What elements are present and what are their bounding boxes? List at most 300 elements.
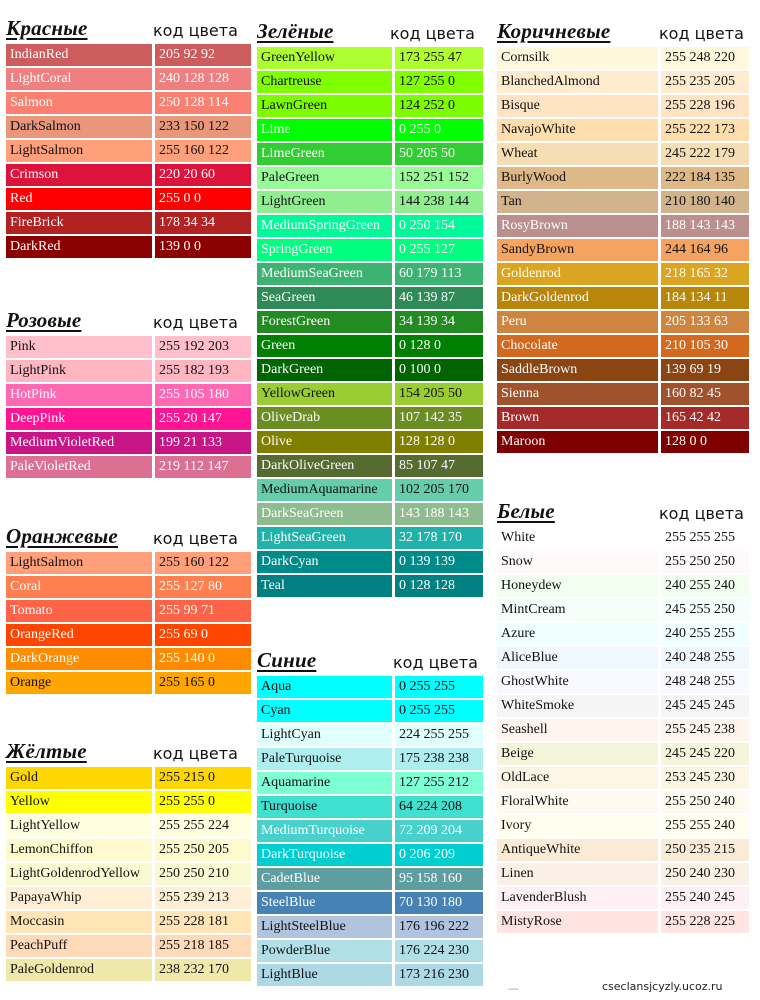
- color-name-swatch: PaleTurquoise: [257, 748, 395, 772]
- color-row: [497, 671, 749, 695]
- color-row: [6, 456, 251, 480]
- color-row: [6, 44, 251, 68]
- color-code-cell: 219 112 147: [155, 456, 251, 480]
- color-code-cell: 245 222 179: [661, 143, 749, 167]
- color-name-swatch: NavajoWhite: [497, 119, 661, 143]
- color-code-cell: 244 164 96: [661, 239, 749, 263]
- color-name-swatch: SteelBlue: [257, 892, 395, 916]
- color-row: [257, 71, 483, 95]
- color-name-swatch: AliceBlue: [497, 647, 661, 671]
- color-code-cell: 220 20 60: [155, 164, 251, 188]
- color-name-swatch: Azure: [497, 623, 661, 647]
- color-code-cell: 255 0 0: [155, 188, 251, 212]
- color-code-cell: 255 255 255: [661, 527, 749, 551]
- color-row: [257, 215, 483, 239]
- color-name-swatch: Cornsilk: [497, 47, 661, 71]
- color-code-cell: 255 235 205: [661, 71, 749, 95]
- color-code-cell: 199 21 133: [155, 432, 251, 456]
- color-row: [257, 676, 483, 700]
- color-row: [6, 600, 251, 624]
- group-header: [6, 737, 251, 767]
- color-row: [6, 116, 251, 140]
- color-row: [257, 772, 483, 796]
- color-name-swatch: MediumVioletRed: [6, 432, 155, 456]
- color-code-cell: 85 107 47: [395, 455, 483, 479]
- color-name-swatch: Bisque: [497, 95, 661, 119]
- color-row: [497, 911, 749, 935]
- color-name-swatch: ForestGreen: [257, 311, 395, 335]
- color-code-cell: 255 239 213: [155, 887, 251, 911]
- color-name-swatch: LawnGreen: [257, 95, 395, 119]
- color-code-cell: 0 139 139: [395, 551, 483, 575]
- color-code-cell: 0 255 255: [395, 700, 483, 724]
- color-code-cell: 50 205 50: [395, 143, 483, 167]
- color-code-cell: 0 128 128: [395, 575, 483, 599]
- color-row: [257, 95, 483, 119]
- color-name-swatch: Brown: [497, 407, 661, 431]
- color-row: [6, 815, 251, 839]
- color-name-swatch: SaddleBrown: [497, 359, 661, 383]
- color-code-cell: 184 134 11: [661, 287, 749, 311]
- color-code-cell: 205 133 63: [661, 311, 749, 335]
- color-code-cell: 0 250 154: [395, 215, 483, 239]
- color-name-swatch: Ivory: [497, 815, 661, 839]
- color-name-swatch: SeaGreen: [257, 287, 395, 311]
- color-name-swatch: Salmon: [6, 92, 155, 116]
- color-row: [257, 503, 483, 527]
- color-code-cell: 60 179 113: [395, 263, 483, 287]
- color-name-swatch: PapayaWhip: [6, 887, 155, 911]
- color-row: [6, 791, 251, 815]
- color-code-cell: 255 255 240: [661, 815, 749, 839]
- color-name-swatch: Snow: [497, 551, 661, 575]
- color-code-cell: 245 245 220: [661, 743, 749, 767]
- color-row: [6, 188, 251, 212]
- color-code-cell: 255 105 180: [155, 384, 251, 408]
- color-row: [497, 839, 749, 863]
- color-row: [497, 743, 749, 767]
- color-name-swatch: LightSalmon: [6, 140, 155, 164]
- color-name-swatch: MediumTurquoise: [257, 820, 395, 844]
- color-group-reds: [6, 14, 251, 260]
- color-name-swatch: OrangeRed: [6, 624, 155, 648]
- color-name-swatch: Moccasin: [6, 911, 155, 935]
- color-row: [257, 868, 483, 892]
- color-name-swatch: Beige: [497, 743, 661, 767]
- code-column-label: код цвета: [153, 744, 238, 763]
- color-row: [257, 287, 483, 311]
- color-code-cell: 255 250 205: [155, 839, 251, 863]
- color-code-cell: 124 252 0: [395, 95, 483, 119]
- color-code-cell: 255 165 0: [155, 672, 251, 696]
- color-code-cell: 255 160 122: [155, 140, 251, 164]
- color-name-swatch: Turquoise: [257, 796, 395, 820]
- color-row: [257, 143, 483, 167]
- color-code-cell: 233 150 122: [155, 116, 251, 140]
- color-name-swatch: Honeydew: [497, 575, 661, 599]
- color-row: [497, 623, 749, 647]
- color-name-swatch: BlanchedAlmond: [497, 71, 661, 95]
- color-code-cell: 255 192 203: [155, 336, 251, 360]
- color-group-whites: [497, 497, 749, 935]
- group-title: Красные: [6, 16, 88, 40]
- group-header: [6, 14, 251, 44]
- color-row: [6, 959, 251, 983]
- color-name-swatch: White: [497, 527, 661, 551]
- color-code-cell: 95 158 160: [395, 868, 483, 892]
- color-row: [6, 236, 251, 260]
- code-column-label: код цвета: [393, 653, 478, 672]
- color-group-greens: [257, 17, 483, 599]
- color-row: [257, 527, 483, 551]
- color-name-swatch: DarkGreen: [257, 359, 395, 383]
- color-code-cell: 0 206 209: [395, 844, 483, 868]
- color-name-swatch: OliveDrab: [257, 407, 395, 431]
- color-name-swatch: Chartreuse: [257, 71, 395, 95]
- color-code-cell: 248 248 255: [661, 671, 749, 695]
- color-row: [497, 719, 749, 743]
- color-code-cell: 144 238 144: [395, 191, 483, 215]
- color-name-swatch: LavenderBlush: [497, 887, 661, 911]
- color-row: [6, 935, 251, 959]
- group-title: Зелёные: [257, 19, 334, 43]
- group-title: Коричневые: [497, 19, 611, 43]
- color-row: [497, 407, 749, 431]
- color-row: [6, 408, 251, 432]
- color-name-swatch: Wheat: [497, 143, 661, 167]
- code-column-label: код цвета: [153, 21, 238, 40]
- color-name-swatch: Orange: [6, 672, 155, 696]
- color-row: [257, 359, 483, 383]
- group-header: [497, 497, 749, 527]
- color-row: [6, 552, 251, 576]
- color-name-swatch: GreenYellow: [257, 47, 395, 71]
- color-row: [497, 239, 749, 263]
- color-code-cell: 240 128 128: [155, 68, 251, 92]
- color-name-swatch: DarkTurquoise: [257, 844, 395, 868]
- color-row: [257, 964, 483, 988]
- color-row: [257, 239, 483, 263]
- group-header: [6, 306, 251, 336]
- code-column-label: код цвета: [659, 24, 744, 43]
- color-row: [497, 791, 749, 815]
- color-row: [497, 47, 749, 71]
- color-row: [6, 92, 251, 116]
- color-code-cell: 46 139 87: [395, 287, 483, 311]
- color-row: [6, 911, 251, 935]
- color-name-swatch: DarkOliveGreen: [257, 455, 395, 479]
- color-name-swatch: MintCream: [497, 599, 661, 623]
- color-name-swatch: PaleGreen: [257, 167, 395, 191]
- color-name-swatch: MediumAquamarine: [257, 479, 395, 503]
- color-row: [497, 383, 749, 407]
- color-code-cell: 188 143 143: [661, 215, 749, 239]
- color-code-cell: 178 34 34: [155, 212, 251, 236]
- color-name-swatch: LightYellow: [6, 815, 155, 839]
- color-row: [497, 887, 749, 911]
- color-name-swatch: Pink: [6, 336, 155, 360]
- color-row: [497, 815, 749, 839]
- color-row: [6, 672, 251, 696]
- color-code-cell: 154 205 50: [395, 383, 483, 407]
- color-name-swatch: DarkRed: [6, 236, 155, 260]
- color-name-swatch: Chocolate: [497, 335, 661, 359]
- color-row: [497, 599, 749, 623]
- color-code-cell: 107 142 35: [395, 407, 483, 431]
- color-code-cell: 250 250 210: [155, 863, 251, 887]
- color-name-swatch: LightBlue: [257, 964, 395, 988]
- color-row: [257, 479, 483, 503]
- color-row: [497, 143, 749, 167]
- color-name-swatch: CadetBlue: [257, 868, 395, 892]
- color-code-cell: 64 224 208: [395, 796, 483, 820]
- color-name-swatch: Maroon: [497, 431, 661, 455]
- color-name-swatch: Olive: [257, 431, 395, 455]
- color-row: [6, 384, 251, 408]
- color-code-cell: 0 100 0: [395, 359, 483, 383]
- color-row: [257, 892, 483, 916]
- color-row: [497, 71, 749, 95]
- color-row: [6, 432, 251, 456]
- color-code-cell: 255 250 240: [661, 791, 749, 815]
- color-name-swatch: MediumSeaGreen: [257, 263, 395, 287]
- color-code-cell: 255 69 0: [155, 624, 251, 648]
- color-name-swatch: Aqua: [257, 676, 395, 700]
- color-row: [497, 191, 749, 215]
- color-row: [497, 767, 749, 791]
- color-name-swatch: PowderBlue: [257, 940, 395, 964]
- color-group-pinks: [6, 306, 251, 480]
- color-name-swatch: GhostWhite: [497, 671, 661, 695]
- color-name-swatch: LightSeaGreen: [257, 527, 395, 551]
- color-name-swatch: DarkCyan: [257, 551, 395, 575]
- color-code-cell: 139 69 19: [661, 359, 749, 383]
- group-header: [6, 522, 251, 552]
- color-name-swatch: Coral: [6, 576, 155, 600]
- color-name-swatch: Tan: [497, 191, 661, 215]
- color-code-cell: 224 255 255: [395, 724, 483, 748]
- color-code-cell: 176 196 222: [395, 916, 483, 940]
- color-row: [6, 863, 251, 887]
- color-name-swatch: Sienna: [497, 383, 661, 407]
- color-code-cell: 255 127 80: [155, 576, 251, 600]
- color-code-cell: 0 255 127: [395, 239, 483, 263]
- color-row: [6, 212, 251, 236]
- color-code-cell: 160 82 45: [661, 383, 749, 407]
- color-row: [497, 95, 749, 119]
- color-row: [257, 119, 483, 143]
- color-name-swatch: LemonChiffon: [6, 839, 155, 863]
- color-code-cell: 255 250 250: [661, 551, 749, 575]
- color-name-swatch: FloralWhite: [497, 791, 661, 815]
- color-code-cell: 255 248 220: [661, 47, 749, 71]
- color-row: [6, 767, 251, 791]
- color-row: [6, 140, 251, 164]
- color-row: [497, 167, 749, 191]
- color-code-cell: 128 0 0: [661, 431, 749, 455]
- color-name-swatch: Aquamarine: [257, 772, 395, 796]
- color-name-swatch: LightCyan: [257, 724, 395, 748]
- color-row: [257, 940, 483, 964]
- code-column-label: код цвета: [390, 24, 475, 43]
- group-title: Жёлтые: [6, 739, 87, 763]
- color-name-swatch: HotPink: [6, 384, 155, 408]
- color-code-cell: 255 140 0: [155, 648, 251, 672]
- color-row: [497, 311, 749, 335]
- color-code-cell: 152 251 152: [395, 167, 483, 191]
- color-name-swatch: WhiteSmoke: [497, 695, 661, 719]
- color-row: [497, 575, 749, 599]
- color-row: [257, 844, 483, 868]
- color-code-cell: 222 184 135: [661, 167, 749, 191]
- color-name-swatch: FireBrick: [6, 212, 155, 236]
- color-row: [257, 455, 483, 479]
- group-title: Синие: [257, 648, 317, 672]
- color-name-swatch: Lime: [257, 119, 395, 143]
- color-code-cell: 218 165 32: [661, 263, 749, 287]
- color-code-cell: 0 128 0: [395, 335, 483, 359]
- color-name-swatch: DarkSeaGreen: [257, 503, 395, 527]
- color-row: [257, 335, 483, 359]
- color-name-swatch: Linen: [497, 863, 661, 887]
- color-row: [497, 551, 749, 575]
- color-name-swatch: BurlyWood: [497, 167, 661, 191]
- color-row: [257, 311, 483, 335]
- color-name-swatch: DarkSalmon: [6, 116, 155, 140]
- color-name-swatch: Teal: [257, 575, 395, 599]
- color-row: [6, 648, 251, 672]
- color-code-cell: 240 255 255: [661, 623, 749, 647]
- color-row: [257, 47, 483, 71]
- color-row: [257, 383, 483, 407]
- group-header: [257, 17, 483, 47]
- color-name-swatch: SpringGreen: [257, 239, 395, 263]
- color-code-cell: 255 218 185: [155, 935, 251, 959]
- color-row: [6, 164, 251, 188]
- color-name-swatch: LightGoldenrodYellow: [6, 863, 155, 887]
- color-row: [257, 191, 483, 215]
- color-code-cell: 250 128 114: [155, 92, 251, 116]
- color-group-oranges: [6, 522, 251, 696]
- color-name-swatch: LightGreen: [257, 191, 395, 215]
- code-column-label: код цвета: [153, 529, 238, 548]
- color-code-cell: 128 128 0: [395, 431, 483, 455]
- color-row: [497, 359, 749, 383]
- color-row: [6, 887, 251, 911]
- color-group-browns: [497, 17, 749, 455]
- color-row: [257, 263, 483, 287]
- color-name-swatch: Goldenrod: [497, 263, 661, 287]
- code-column-label: код цвета: [659, 504, 744, 523]
- color-code-cell: 175 238 238: [395, 748, 483, 772]
- color-row: [257, 700, 483, 724]
- color-code-cell: 253 245 230: [661, 767, 749, 791]
- color-code-cell: 127 255 212: [395, 772, 483, 796]
- color-code-cell: 210 180 140: [661, 191, 749, 215]
- color-code-cell: 240 255 240: [661, 575, 749, 599]
- color-code-cell: 255 222 173: [661, 119, 749, 143]
- color-name-swatch: Crimson: [6, 164, 155, 188]
- color-code-cell: 139 0 0: [155, 236, 251, 260]
- color-row: [257, 820, 483, 844]
- color-code-cell: 255 228 196: [661, 95, 749, 119]
- color-code-cell: 210 105 30: [661, 335, 749, 359]
- color-name-swatch: IndianRed: [6, 44, 155, 68]
- color-row: [6, 839, 251, 863]
- color-name-swatch: DeepPink: [6, 408, 155, 432]
- color-code-cell: 176 224 230: [395, 940, 483, 964]
- watermark-dash: —: [508, 982, 519, 995]
- color-name-swatch: Yellow: [6, 791, 155, 815]
- color-row: [497, 215, 749, 239]
- color-code-cell: 0 255 255: [395, 676, 483, 700]
- color-row: [257, 724, 483, 748]
- color-name-swatch: MediumSpringGreen: [257, 215, 395, 239]
- color-row: [6, 576, 251, 600]
- color-row: [257, 748, 483, 772]
- color-row: [257, 916, 483, 940]
- color-row: [257, 551, 483, 575]
- color-row: [497, 287, 749, 311]
- color-row: [6, 68, 251, 92]
- color-code-cell: 102 205 170: [395, 479, 483, 503]
- color-code-cell: 255 228 225: [661, 911, 749, 935]
- group-title: Оранжевые: [6, 524, 118, 548]
- code-column-label: код цвета: [153, 313, 238, 332]
- color-name-swatch: PeachPuff: [6, 935, 155, 959]
- color-code-cell: 250 235 215: [661, 839, 749, 863]
- color-row: [497, 863, 749, 887]
- color-row: [257, 167, 483, 191]
- color-row: [497, 647, 749, 671]
- color-row: [497, 527, 749, 551]
- color-name-swatch: AntiqueWhite: [497, 839, 661, 863]
- color-name-swatch: Green: [257, 335, 395, 359]
- color-code-cell: 255 255 0: [155, 791, 251, 815]
- color-name-swatch: LimeGreen: [257, 143, 395, 167]
- color-code-cell: 255 228 181: [155, 911, 251, 935]
- color-name-swatch: OldLace: [497, 767, 661, 791]
- color-row: [6, 360, 251, 384]
- color-name-swatch: SandyBrown: [497, 239, 661, 263]
- color-row: [6, 624, 251, 648]
- color-row: [257, 796, 483, 820]
- color-code-cell: 255 160 122: [155, 552, 251, 576]
- color-code-cell: 173 216 230: [395, 964, 483, 988]
- color-code-cell: 238 232 170: [155, 959, 251, 983]
- color-code-cell: 173 255 47: [395, 47, 483, 71]
- color-code-cell: 70 130 180: [395, 892, 483, 916]
- color-row: [497, 119, 749, 143]
- color-row: [497, 695, 749, 719]
- color-group-yellows: [6, 737, 251, 983]
- color-name-swatch: Cyan: [257, 700, 395, 724]
- group-header: [257, 646, 483, 676]
- color-name-swatch: Seashell: [497, 719, 661, 743]
- color-name-swatch: Red: [6, 188, 155, 212]
- color-code-cell: 255 255 224: [155, 815, 251, 839]
- color-name-swatch: PaleVioletRed: [6, 456, 155, 480]
- color-row: [257, 575, 483, 599]
- color-code-cell: 255 240 245: [661, 887, 749, 911]
- color-code-cell: 0 255 0: [395, 119, 483, 143]
- color-code-cell: 255 99 71: [155, 600, 251, 624]
- color-code-cell: 34 139 34: [395, 311, 483, 335]
- color-name-swatch: Tomato: [6, 600, 155, 624]
- color-name-swatch: DarkOrange: [6, 648, 155, 672]
- color-row: [257, 407, 483, 431]
- color-code-cell: 127 255 0: [395, 71, 483, 95]
